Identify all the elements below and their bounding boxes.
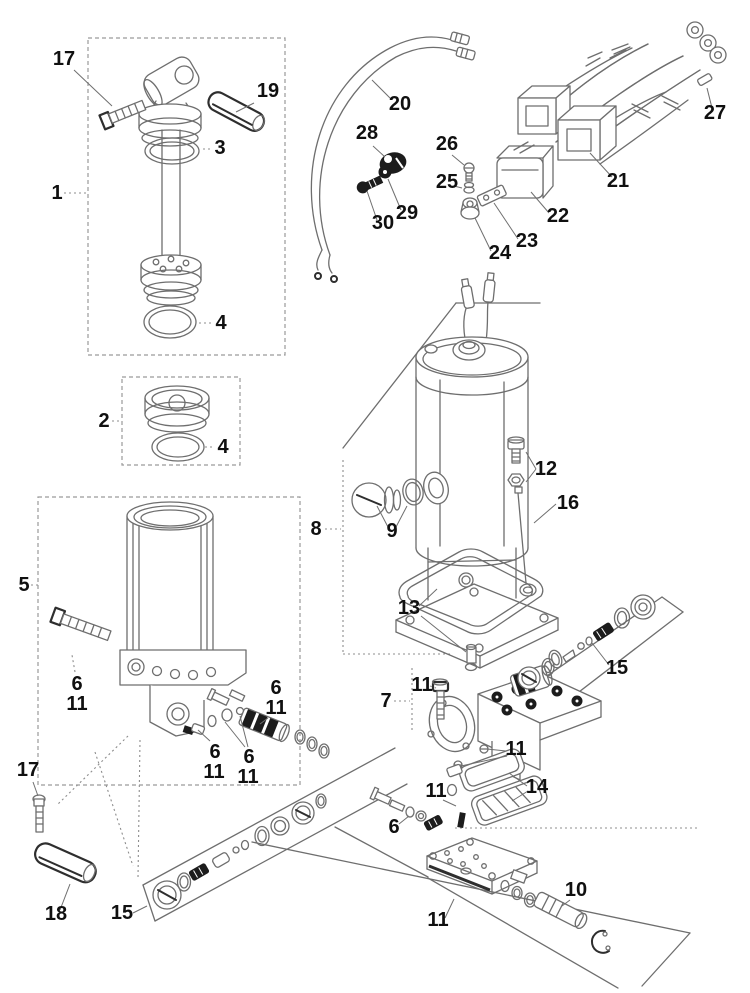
mounting-bolt-6-11 <box>50 608 112 643</box>
callout-14: 14 <box>525 776 549 798</box>
o-ring-3 <box>145 138 199 164</box>
callout-6-d: 6 <box>243 746 255 768</box>
callout-30: 30 <box>371 212 395 234</box>
cylinder-body <box>127 502 213 652</box>
screw-26 <box>464 163 474 181</box>
piston <box>141 255 201 305</box>
callout-9: 9 <box>386 520 398 542</box>
callout-6-c: 6 <box>209 741 221 763</box>
callout-10: 10 <box>564 879 588 901</box>
callout-29: 29 <box>395 202 419 224</box>
o-ring-4a <box>144 306 196 338</box>
callout-11-c: 11 <box>203 761 225 783</box>
manifold-plate <box>427 838 537 894</box>
connector-block-b <box>558 106 616 160</box>
callout-20: 20 <box>388 93 412 115</box>
bolt-and-nut-12 <box>508 437 524 486</box>
electric-motor-8 <box>396 273 558 668</box>
o-ring-4b <box>152 433 204 461</box>
callout-5: 5 <box>18 574 30 596</box>
callout-11-d: 11 <box>237 766 259 788</box>
washers-25 <box>464 183 474 194</box>
cap-seal <box>145 386 209 432</box>
check-valve-parts-6 <box>370 787 465 830</box>
callout-4-b: 4 <box>217 436 229 458</box>
tilt-pin-18 <box>32 840 99 885</box>
piston-rod <box>162 130 180 262</box>
fill-plug-9 <box>352 477 425 517</box>
callout-6-a: 6 <box>71 673 83 695</box>
grommet-24 <box>461 198 479 219</box>
pin-27 <box>697 73 713 86</box>
callout-22: 22 <box>546 205 570 227</box>
motor-wires <box>460 273 496 344</box>
bolt-30 <box>355 174 383 195</box>
shaft-10 <box>501 881 610 953</box>
callout-6-b: 6 <box>270 677 282 699</box>
bolt-17b <box>33 795 45 832</box>
callout-23: 23 <box>515 230 539 252</box>
cylinder-assembly-5 <box>38 497 329 785</box>
valve-cartridge-15a-parts <box>518 595 655 689</box>
ring-terminals <box>687 22 726 63</box>
callout-19: 19 <box>256 80 280 102</box>
callout-13: 13 <box>397 597 421 619</box>
callout-26: 26 <box>435 133 459 155</box>
callout-12: 12 <box>534 458 558 480</box>
callout-16: 16 <box>556 492 580 514</box>
motor-body <box>416 337 528 566</box>
callout-3: 3 <box>214 137 226 159</box>
callout-7: 7 <box>380 690 392 712</box>
callout-18: 18 <box>44 903 68 925</box>
callout-2: 2 <box>98 410 110 432</box>
callout-11-b: 11 <box>265 697 287 719</box>
relay-22 <box>497 142 553 198</box>
callout-8: 8 <box>310 518 322 540</box>
callout-4-a: 4 <box>215 312 227 334</box>
snap-ring <box>592 931 610 953</box>
callout-6-e: 6 <box>388 816 400 838</box>
callout-11-h: 11 <box>427 909 449 931</box>
callout-15-b: 15 <box>110 902 134 924</box>
callout-17-a: 17 <box>52 48 76 70</box>
callout-21: 21 <box>606 170 630 192</box>
callout-11-g: 11 <box>425 780 447 802</box>
callout-11-e: 11 <box>411 674 433 696</box>
callout-17-b: 17 <box>16 759 40 781</box>
callout-28: 28 <box>355 122 379 144</box>
piston-rod-assembly-1 <box>88 38 285 355</box>
cylinder-foot <box>120 650 246 736</box>
callout-15-a: 15 <box>605 657 629 679</box>
nut-29 <box>379 166 391 178</box>
terminal-clip-23 <box>477 185 507 207</box>
callout-1: 1 <box>51 182 63 204</box>
callout-24: 24 <box>488 242 512 264</box>
callout-11-a: 11 <box>66 693 88 715</box>
wire-harness-21 <box>518 22 726 164</box>
callout-27: 27 <box>703 102 727 124</box>
callout-25: 25 <box>435 171 459 193</box>
clevis-cap <box>139 53 203 146</box>
callout-11-f: 11 <box>505 738 527 760</box>
